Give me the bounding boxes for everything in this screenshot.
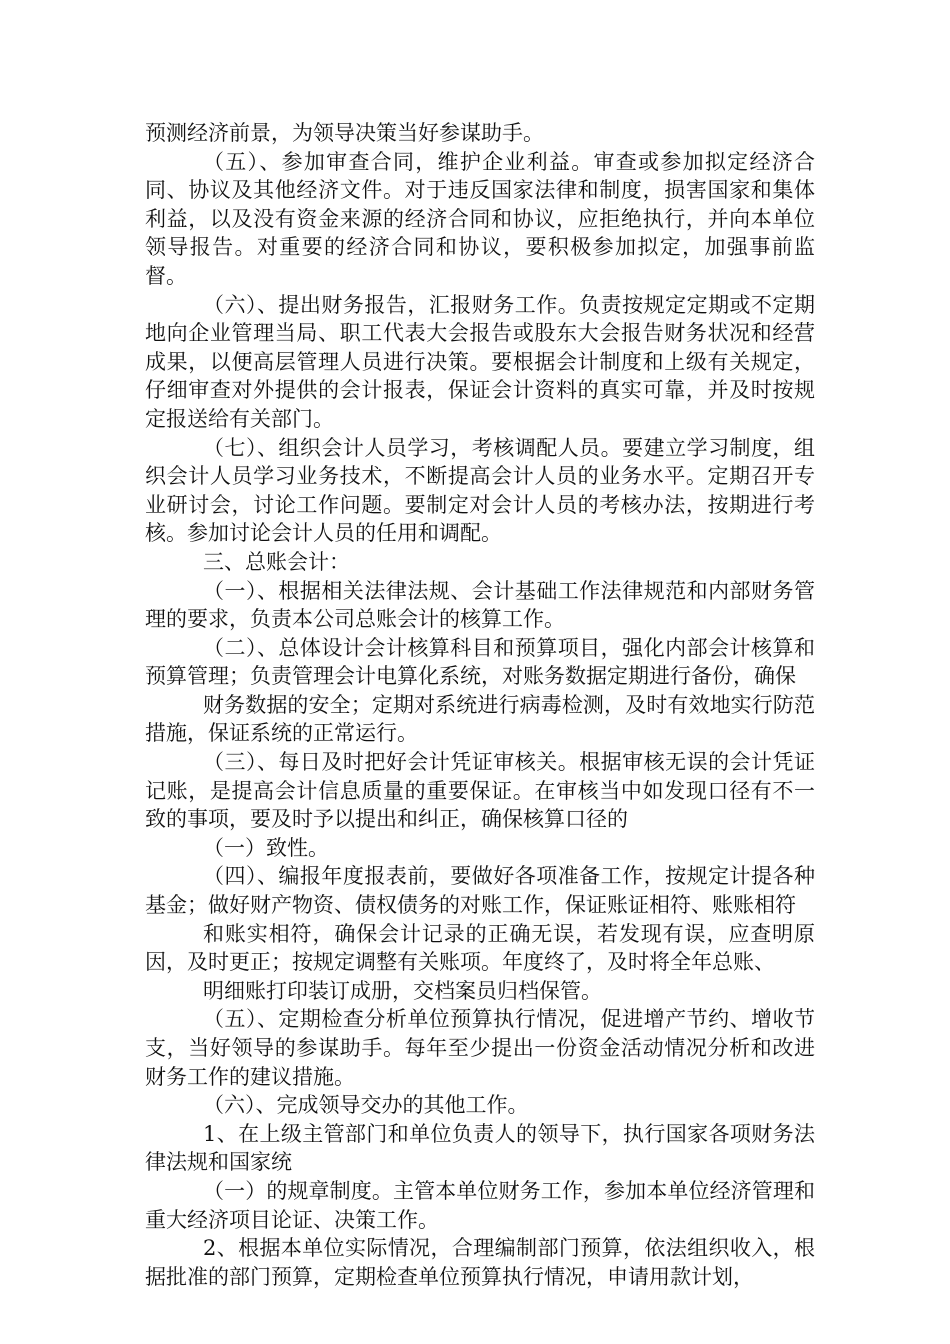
paragraph-2: （五）、参加审查合同，维护企业利益。审查或参加拟定经济合同、协议及其他经济文件。对于违反国家法律和制度，损害国家和集体利益，以及没有资金来源的经济合同和协议，应拒绝执行，并向本单位领导报告。对重要的经济合同和协议，要积极参加拟定，加强事前监督。 bbox=[145, 149, 815, 288]
paragraph-3: （六）、提出财务报告，汇报财务工作。负责按规定定期或不定期地向企业管理当局、职工代表大会报告或股东大会报告财务状况和经营成果，以便高层管理人员进行决策。要根据会计制度和上级有关规定，仔细审查对外提供的会计报表，保证会计资料的真实可靠，并及时按规定报送给有关部门。 bbox=[145, 292, 815, 431]
paragraph-10: （一）致性。 bbox=[203, 835, 329, 860]
paragraph-1: 预测经济前景，为领导决策当好参谋助手。 bbox=[145, 121, 544, 145]
paragraph-14: （五）、定期检查分析单位预算执行情况，促进增产节约、增收节支，当好领导的参谋助手。每年至少提出一份资金活动情况分析和改进财务工作的建议措施。 bbox=[145, 1007, 815, 1089]
paragraph-8: 财务数据的安全；定期对系统进行病毒检测，及时有效地实行防范措施，保证系统的正常运行。 bbox=[145, 692, 815, 746]
paragraph-7: （二）、总体设计会计核算科目和预算项目，强化内部会计核算和预算管理；负责管理会计电算化系统，对账务数据定期进行备份，确保 bbox=[145, 635, 815, 689]
paragraph-6: （一）、根据相关法律法规、会计基础工作法律规范和内部财务管理的要求，负责本公司总账会计的核算工作。 bbox=[145, 578, 815, 632]
paragraph-16: 1、在上级主管部门和单位负责人的领导下，执行国家各项财务法律法规和国家统 bbox=[145, 1121, 815, 1175]
paragraph-15: （六）、完成领导交办的其他工作。 bbox=[203, 1093, 529, 1118]
paragraph-4: （七）、组织会计人员学习，考核调配人员。要建立学习制度，组织会计人员学习业务技术，不断提高会计人员的业务水平。定期召开专业研讨会，讨论工作问题。要制定对会计人员的考核办法，按期进行考核。参加讨论会计人员的任用和调配。 bbox=[145, 435, 815, 546]
paragraph-18: 2、根据本单位实际情况，合理编制部门预算，依法组织收入，根据批准的部门预算，定期检查单位预算执行情况，申请用款计划， bbox=[145, 1236, 815, 1289]
paragraph-11: （四）、编报年度报表前，要做好各项准备工作，按规定计提各种基金；做好财产物资、债权债务的对账工作，保证账证相符、账账相符 bbox=[145, 864, 815, 918]
paragraph-12: 和账实相符，确保会计记录的正确无误，若发现有误，应查明原因，及时更正；按规定调整有关账项。年度终了，及时将全年总账、 bbox=[145, 921, 815, 975]
paragraph-9: （三）、每日及时把好会计凭证审核关。根据审核无误的会计凭证记账，是提高会计信息质量的重要保证。在审核当中如发现口径有不一致的事项，要及时予以提出和纠正，确保核算口径的 bbox=[145, 750, 815, 832]
document-body bbox=[145, 119, 815, 1291]
section-heading-general-ledger: 三、总账会计： bbox=[203, 549, 350, 574]
paragraph-13: 明细账打印装订成册，交档案员归档保管。 bbox=[203, 978, 602, 1003]
paragraph-17: （一）的规章制度。主管本单位财务工作，参加本单位经济管理和重大经济项目论证、决策工作。 bbox=[145, 1178, 815, 1232]
